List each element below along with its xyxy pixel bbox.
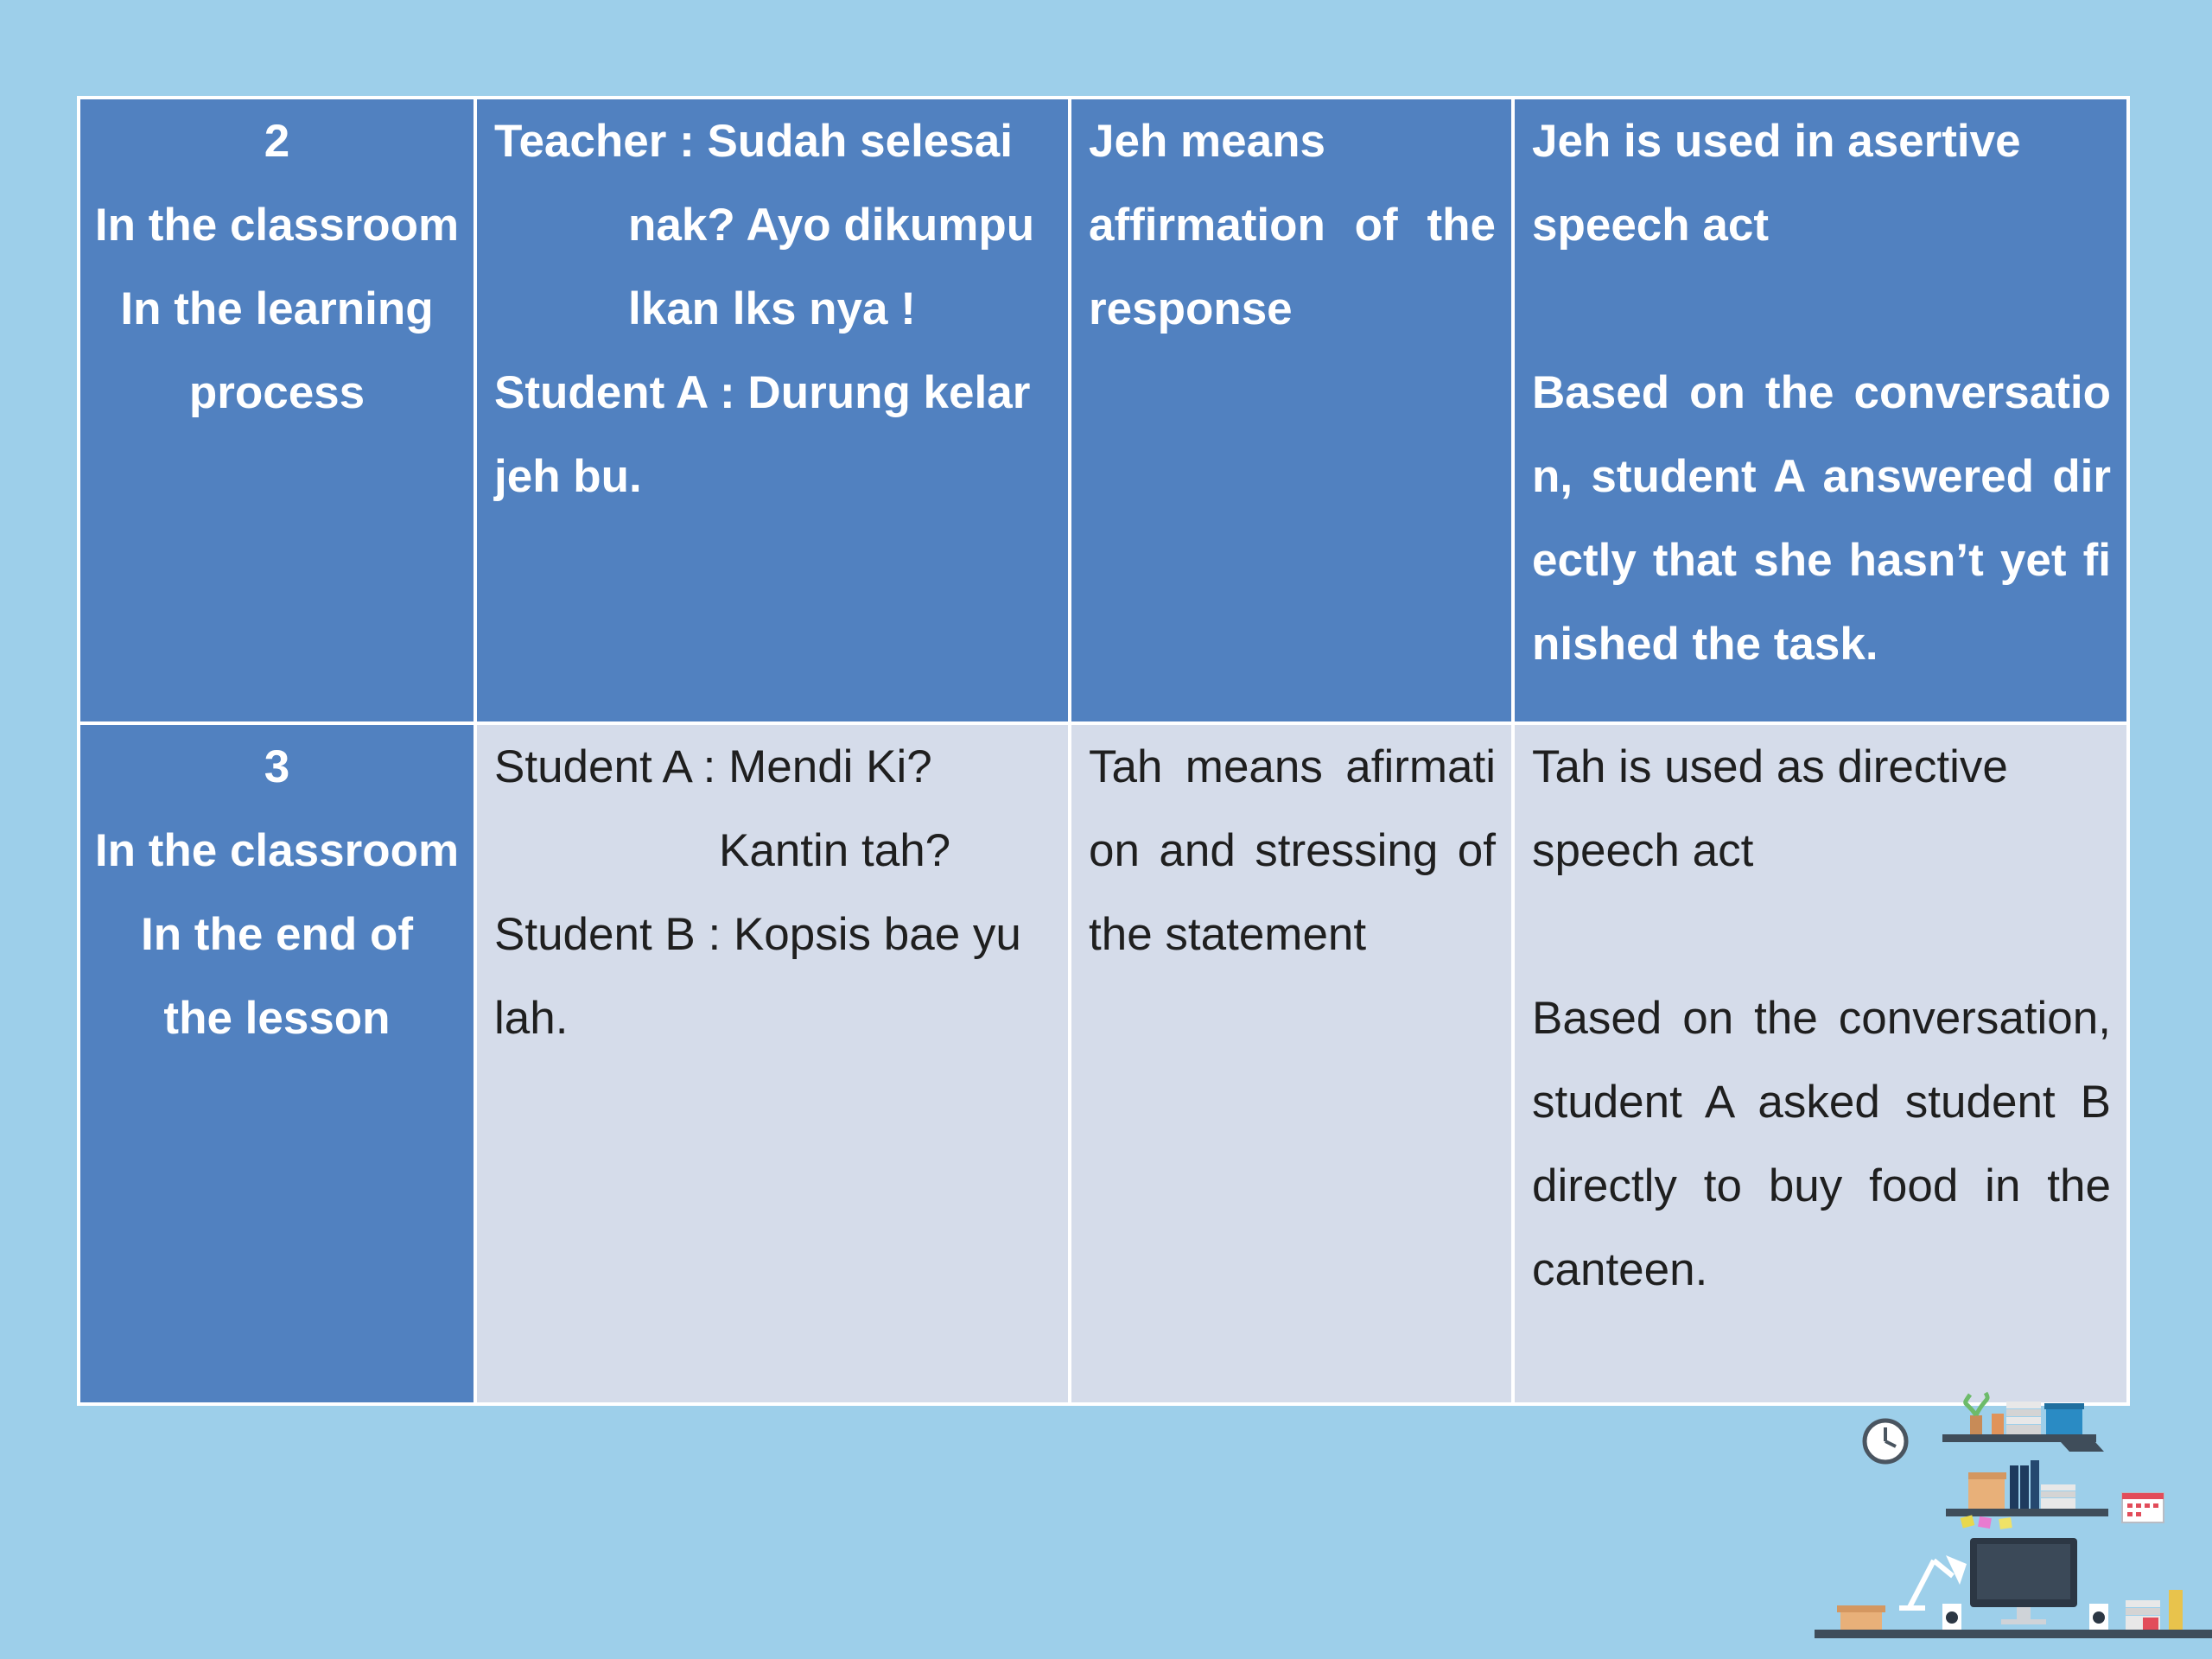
dialog-line: Teacher : Sudah selesai xyxy=(494,116,1013,167)
meaning-line: on and stressing of xyxy=(1089,825,1496,876)
meaning-line: affirmation of the xyxy=(1089,200,1496,251)
meaning-cell xyxy=(1070,723,1513,1404)
explanation-line: canteen. xyxy=(1532,1244,1708,1295)
shelf-with-plants-icon xyxy=(1942,1393,2104,1452)
context-line: In the learning xyxy=(120,283,434,334)
meaning-line: Tah means afirmati xyxy=(1089,741,1496,792)
office-decoration xyxy=(1815,1391,2212,1659)
dialog-line: lkan lks nya ! xyxy=(628,283,916,334)
dialog-line: lah. xyxy=(494,993,569,1044)
function-cell xyxy=(1513,98,2128,723)
meaning-line: response xyxy=(1089,283,1293,334)
explanation-line: student A asked student B xyxy=(1532,1077,2111,1128)
context-cell xyxy=(79,723,475,1404)
explanation-line: Based on the conversatio xyxy=(1532,367,2111,418)
function-line: Tah is used as directive xyxy=(1532,741,2008,792)
explanation-line: Based on the conversation, xyxy=(1532,993,2111,1044)
speech-act-table xyxy=(77,96,2130,1406)
explanation-line: n, student A answered dir xyxy=(1532,451,2111,502)
meaning-cell xyxy=(1070,98,1513,723)
function-line: Jeh is used in asertive xyxy=(1532,116,2021,167)
context-cell xyxy=(79,98,475,723)
desk-lamp-icon xyxy=(1899,1555,1967,1611)
dialog-cell xyxy=(475,98,1070,723)
meaning-line: Jeh means xyxy=(1089,116,1325,167)
dialog-line: Student A : Durung kelar xyxy=(494,367,1031,418)
meaning-line: the statement xyxy=(1089,909,1367,960)
function-line: speech act xyxy=(1532,825,1754,876)
function-cell xyxy=(1513,723,2128,1404)
dialog-line: nak? Ayo dikumpu xyxy=(628,200,1035,251)
context-line: In the classroom xyxy=(94,825,460,876)
table-row xyxy=(79,98,2128,723)
books-icon xyxy=(1946,1460,2108,1529)
function-line: speech act xyxy=(1532,200,1769,251)
dialog-line: Student A : Mendi Ki? xyxy=(494,741,932,792)
dialog-line: Student B : Kopsis bae yu xyxy=(494,909,1021,960)
context-line: the lesson xyxy=(163,993,391,1044)
dialog-line: Kantin tah? xyxy=(719,825,951,876)
row-number: 3 xyxy=(264,741,290,792)
paragraph-gap xyxy=(1532,267,2111,351)
dialog-cell xyxy=(475,723,1070,1404)
row-number: 2 xyxy=(264,116,290,167)
paragraph-gap xyxy=(1532,893,2111,976)
context-line: In the classroom xyxy=(94,200,460,251)
explanation-line: ectly that she hasn’t yet fi xyxy=(1532,535,2111,586)
dialog-line: jeh bu. xyxy=(494,451,642,502)
explanation-line: nished the task. xyxy=(1532,619,1878,670)
context-line: In the end of xyxy=(140,909,414,960)
clock-icon xyxy=(1865,1421,1906,1462)
calendar-icon xyxy=(2122,1493,2164,1522)
table-row xyxy=(79,723,2128,1404)
context-line: process xyxy=(188,367,365,418)
computer-monitor-icon xyxy=(1815,1538,2212,1638)
explanation-line: directly to buy food in the xyxy=(1532,1160,2111,1211)
